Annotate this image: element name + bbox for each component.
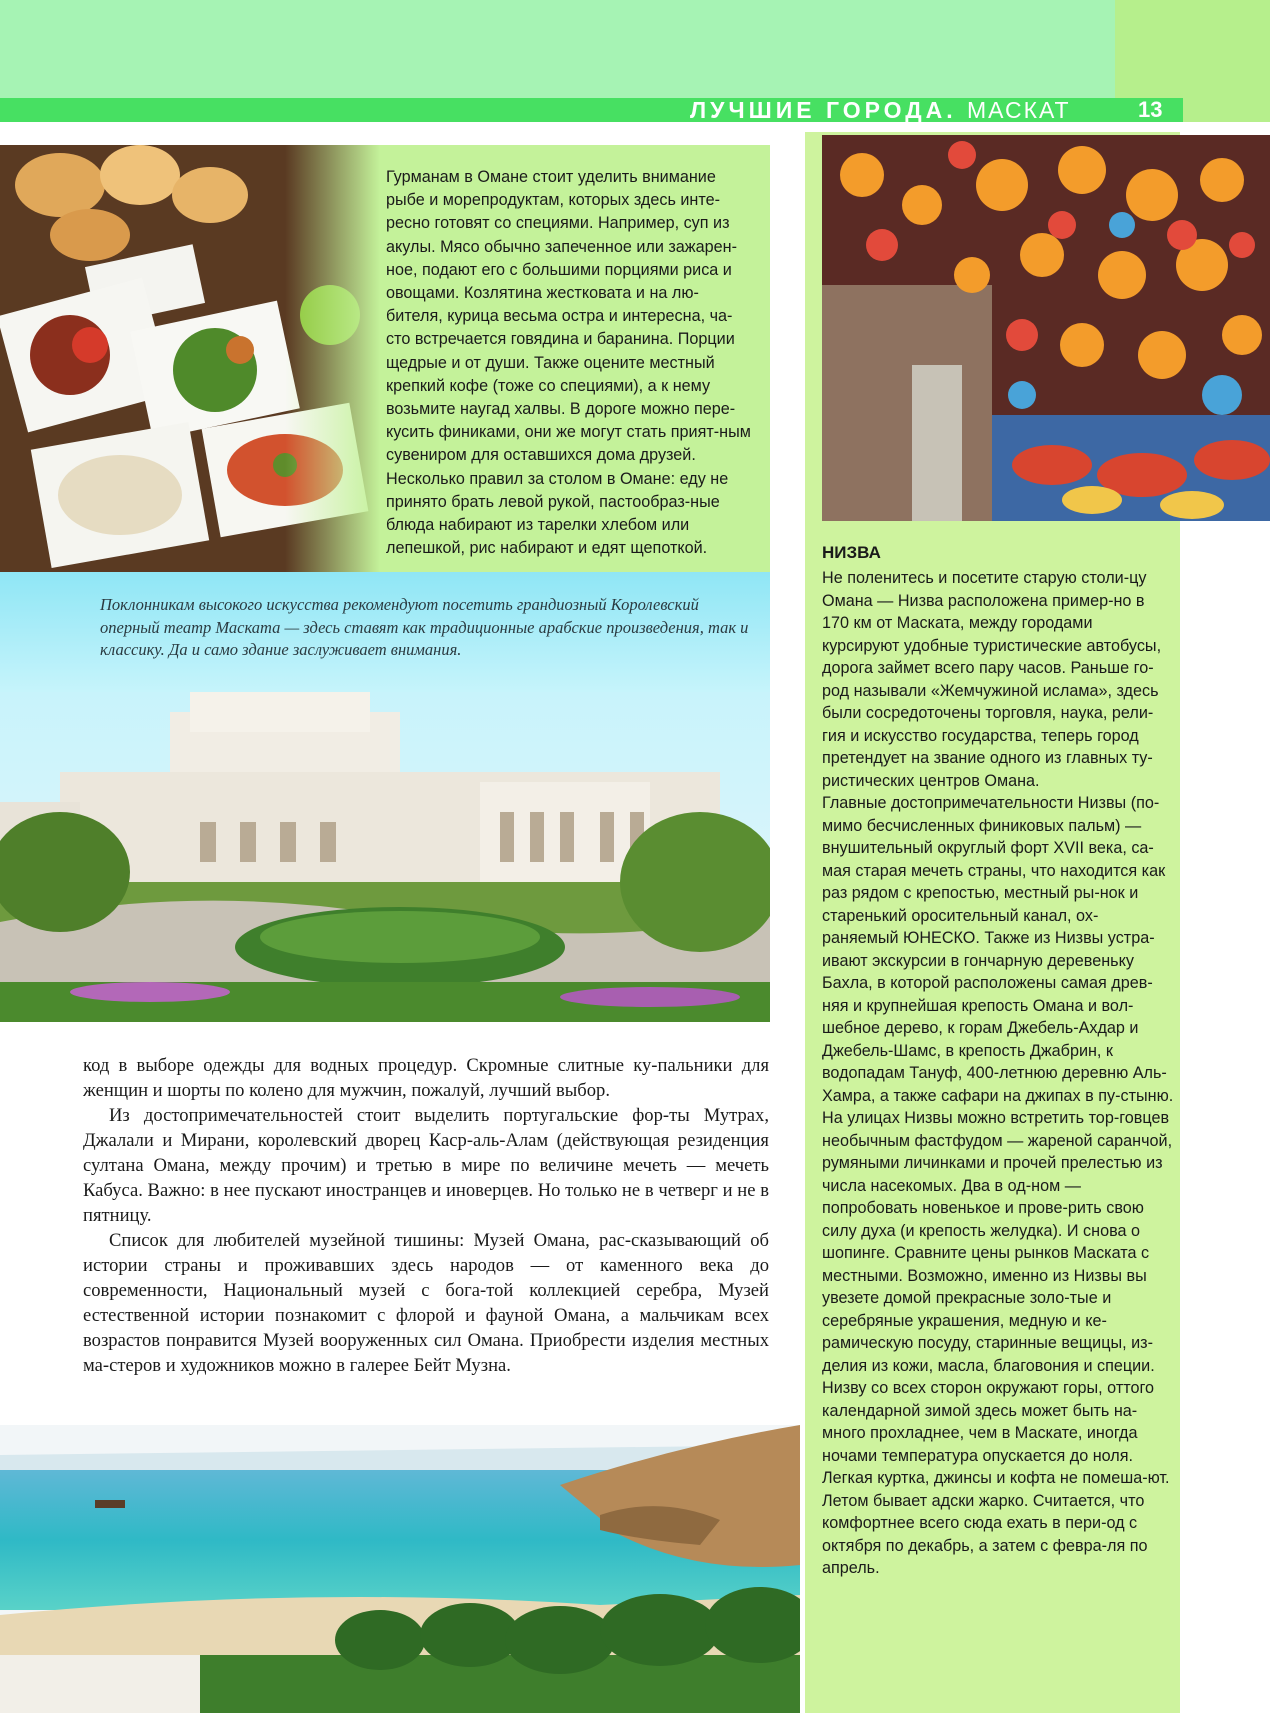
nizva-paragraph: Не поленитесь и посетите старую столи-цу Омана — Низва расположена пример-но в 170 км от Маската, между городами курсируют удобные туристические автобусы, дорога займет всего пару часов. Раньше го-род называли «Жемчужиной ислама», здесь были сосредоточены торговля, наука, рели-гия и искусство государства, теперь город претендует на звание одного из главных ту-ристических центров Омана.	[822, 569, 1162, 790]
beach-bay-illustration	[0, 1425, 800, 1713]
header-bar-corner	[1183, 98, 1270, 122]
body-paragraph: код в выборе одежды для водных процедур. Скромные слитные ку-пальники для женщин и шорты по колено для мужчин, пожалуй, лучший выбор.	[83, 1055, 769, 1101]
page-number: 13	[1138, 97, 1163, 122]
nizva-text	[822, 567, 1174, 1580]
opera-caption: Поклонникам высокого искусства рекомендуют посетить грандиозный Королевский оперный театр Маската — здесь ставят как традиционные арабские произведения, так и классику. Да и само здание заслуживает внимания.	[100, 595, 749, 659]
nizva-paragraph: Низву со всех сторон окружают горы, оттого календарной зимой здесь может быть на-много прохладнее, чем в Маскате, иногда ночами температура опускается до ноля. Легкая куртка, джинсы и кофта не помеша-ют. Летом бывает адски жарко. Считается, что комфортнее всего сюда ехать в пери-од с октября по декабрь, а затем с февра-ля по апрель.	[822, 1379, 1170, 1577]
bazaar-lamps-illustration	[822, 135, 1270, 521]
body-text	[83, 1053, 769, 1378]
body-paragraph: Список для любителей музейной тишины: Музей Омана, рас-сказывающий об истории страны и проживавших здесь народов — от каменного века до современности, Национальный музей с бога-той коллекцией серебра, Музей естественной истории познакомит с флорой и фауной Омана, а мальчикам всех возрастов понравится Музей вооруженных сил Омана. Приобрести изделия местных ма-стеров и художников можно в галерее Бейт Музна.	[83, 1230, 769, 1376]
section-title	[690, 96, 1071, 124]
section-title-city: МАСКАТ	[967, 97, 1071, 123]
section-title-bold: ЛУЧШИЕ ГОРОДА.	[690, 97, 957, 123]
food-text: Гурманам в Омане стоит уделить внимание рыбе и морепродуктам, которых здесь инте-ресно готовят со специями. Например, суп из акулы. Мясо обычно запеченное или зажарен-ное, подают его с большими порциями риса и овощами. Козлятина жестковата и на лю-бителя, курица весьма остра и интересна, ча-сто встречается говядина и баранина. Порции щедрые и от души. Также оцените местный крепкий кофе (тоже со специями), а к нему возьмите наугад халвы. В дороге можно пере-кусить финиками, они же могут стать прият-ным сувениром для оставшихся дома друзей. Несколько правил за столом в Омане: еду не принято брать левой рукой, пастообраз-ные блюда набирают из тарелки хлебом или лепешкой, рис набирают и едят щепоткой.	[386, 168, 751, 558]
body-paragraph: Из достопримечательностей стоит выделить португальские фор-ты Мутрах, Джалали и Мирани, королевский дворец Каср-аль-Алам (действующая резиденция султана Омана, между прочим) и третью в мире по величине мечеть — мечеть Кабуса. Важно: в нее пускают иностранцев и иноверцев. Но только не в четверг и не в пятницу.	[83, 1105, 769, 1226]
bazaar-lamps-image	[822, 135, 1270, 521]
food-platter-image	[0, 145, 380, 572]
header-corner-block	[1115, 0, 1270, 98]
beach-bay-image	[0, 1425, 800, 1713]
opera-house-illustration	[0, 692, 770, 1022]
opera-house-image	[0, 692, 770, 1022]
nizva-heading: НИЗВА	[822, 543, 881, 562]
header-top-band	[0, 0, 1270, 98]
nizva-paragraph: На улицах Низвы можно встретить тор-говцев необычным фастфудом — жареной саранчой, румяными личинками и прочей прелестью из числа насекомых. Два в од-ном — попробовать новенькое и прове-рить свою силу духа (и крепость желудка). И снова о шопинге. Сравните цены рынков Маската с местными. Возможно, именно из Низвы вы увезете домой прекрасные золо-тые и серебряные украшения, медную и ке-рамическую посуду, старинные вещицы, из-делия из кожи, масла, благовония и специи.	[822, 1109, 1173, 1375]
food-platter-illustration	[0, 145, 380, 572]
header-title-bar	[0, 98, 1270, 122]
nizva-paragraph: Главные достопримечательности Низвы (по-мимо бесчисленных финиковых пальм) — внушительный округлый форт XVII века, са-мая старая мечеть страны, что находится как раз рядом с крепостью, местный ры-нок и старенький оросительный канал, ох-раняемый ЮНЕСКО. Также из Низвы устра-ивают экскурсии в гончарную деревеньку Бахла, в которой расположены самая древ-няя и крупнейшая крепость Омана и вол-шебное дерево, к горам Джебель-Ахдар и Джебель-Шамс, в крепость Джабрин, к водопадам Тануф, 400-летнюю деревню Аль-Хамра, а также сафари на джипах в пу-стыню.	[822, 794, 1174, 1105]
